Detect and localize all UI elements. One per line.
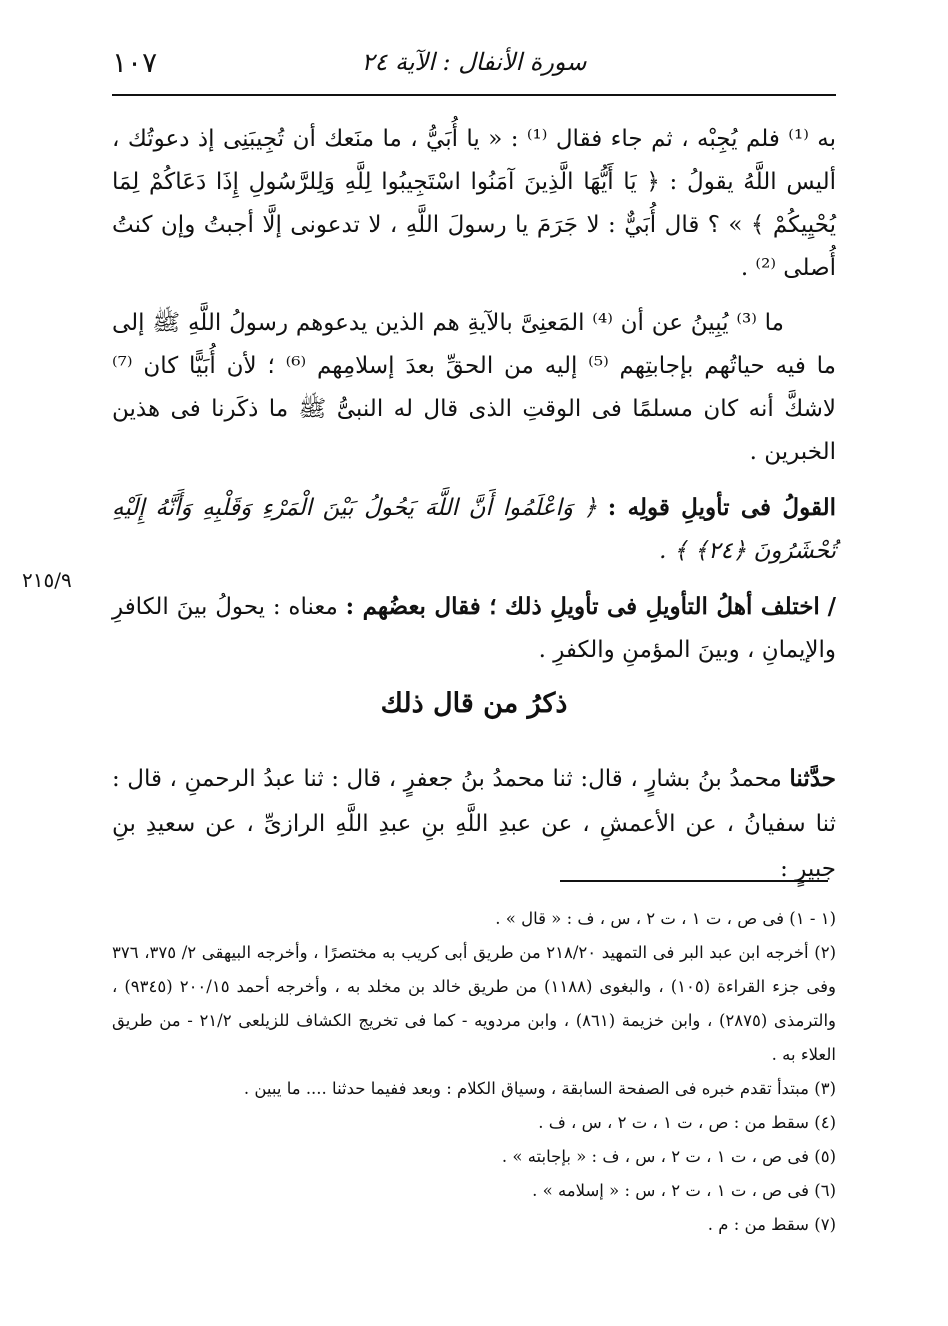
paragraph-hadith: به ⁽¹⁾ فلم يُجِبْه ، ثم جاء فقال ⁽¹⁾ : « يا أُبَيُّ ، ما منَعك أن تُجِيبَنِى إذ دعوتُك ، أليس اللَّهُ يقولُ : ﴿ يَا أَيُّهَا الَّذِينَ آمَنُوا اسْتَجِيبُوا لِلَّهِ وَلِلرَّسُولِ إِذَا دَعَاكُمْ لِمَا يُحْيِيكُمْ ﴾ » ؟ قال أُبَيٌّ : لا جَرَمَ يا رسولَ اللَّهِ ، لا تدعونى إلَّا أجبتُ وإن كنتُ أُصلى ⁽²⁾ .	[112, 126, 836, 281]
footnote: (٢) أخرجه ابن عبد البر فى التمهيد ٢١٨/٢٠ من طريق أبى كريب به مختصرًا ، وأخرجه البيهقى ٢/ ٣٧٥، ٣٧٦ وفى جزء القراءة (١٠٥) ، والبغوى (١١٨٨) من طريق خالد بن مخلد به ، وأخرجه أحمد ٢٠٠/١٥ (٩٣٤٥) ، والترمذى (٢٨٧٥) ، وابن خزيمة (٨٦١) ، وابن مردويه - كما فى تخريج الكشاف للزيلعى ٢١/٢ - من طريق العلاء به .	[112, 943, 836, 1064]
interpretation-text: معناه : يحولُ بينَ الكافرِ والإيمانِ ، وبينَ المؤمنِ والكفرِ .	[112, 594, 836, 663]
main-text	[112, 118, 836, 672]
interpretation-lead: اختلف أهلُ التأويلِ فى تأويلِ ذلك ؛ فقال بعضُهم :	[345, 593, 820, 620]
main-text-2	[112, 756, 836, 892]
footnote: (٣) مبتدأ تقدم خبره فى الصفحة السابقة ، وسياق الكلام : وبعد ففيما حدثنا .... ما يبين .	[243, 1079, 836, 1098]
verse-lead: القولُ فى تأويلِ قولِه :	[607, 494, 836, 521]
page-header	[112, 36, 836, 90]
paragraph-interpretation	[112, 585, 836, 672]
isnad-text: محمدُ بنُ بشارٍ ، قال: ثنا محمدُ بنُ جعفرٍ ، قال : ثنا عبدُ الرحمنِ ، قال : ثنا سفيانُ ، عن الأعمشِ ، عن عبدِ اللَّهِ بنِ عبدِ اللَّهِ الرازىِّ ، عن سعيدِ بنِ جبيرٍ :	[112, 766, 836, 882]
footnote-rule	[560, 880, 828, 882]
footnote: (١ - ١) فى ص ، ت ١ ، ت ٢ ، س ، ف : « قال » .	[495, 909, 836, 928]
header-rule	[112, 94, 836, 96]
section-title: ذكرُ من قال ذلك	[380, 688, 568, 719]
footnote: (٥) فى ص ، ت ١ ، ت ٢ ، س ، ف : « بإجابته » .	[501, 1147, 836, 1166]
paragraph-commentary: ما ⁽³⁾ يُبِينُ عن أن ⁽⁴⁾ المَعنِىَّ بالآيةِ هم الذين يدعوهم رسولُ اللَّهِ ﷺ إلى ما فيه حياتُهم بإجابتِهم ⁽⁵⁾ إليه من الحقِّ بعدَ إسلامِهم ⁽⁶⁾ ؛ لأن أُبَيًّا كان ⁽⁷⁾ لاشكَّ أنه كان مسلمًا فى الوقتِ الذى قال له النبىُّ ﷺ ما ذكَرنا فى هذين الخبرين .	[112, 310, 836, 465]
paragraph-verse	[112, 486, 836, 573]
page-number: ١٠٧	[112, 46, 158, 79]
footnotes	[112, 902, 836, 1242]
margin-reference: ٢١٥/٩	[22, 568, 72, 592]
footnote: (٤) سقط من : ص ، ت ١ ، ت ٢ ، س ، ف .	[538, 1113, 836, 1132]
page-break-marker: /	[827, 593, 837, 620]
isnad-lead: حدَّثنا	[789, 765, 837, 792]
running-head: سورة الأنفال : الآية ٢٤	[361, 48, 587, 76]
paragraph-isnad	[112, 756, 836, 892]
footnote: (٦) فى ص ، ت ١ ، ت ٢ ، س : « إسلامه » .	[532, 1181, 836, 1200]
footnote: (٧) سقط من : م .	[707, 1215, 836, 1234]
quran-verse: ﴿ وَاعْلَمُوا أَنَّ اللَّهَ يَحُولُ بَيْنَ الْمَرْءِ وَقَلْبِهِ وَأَنَّهُ إِلَيْهِ تُحْشَرُونَ ﴿٢٤﴾ ﴾ .	[112, 495, 836, 564]
